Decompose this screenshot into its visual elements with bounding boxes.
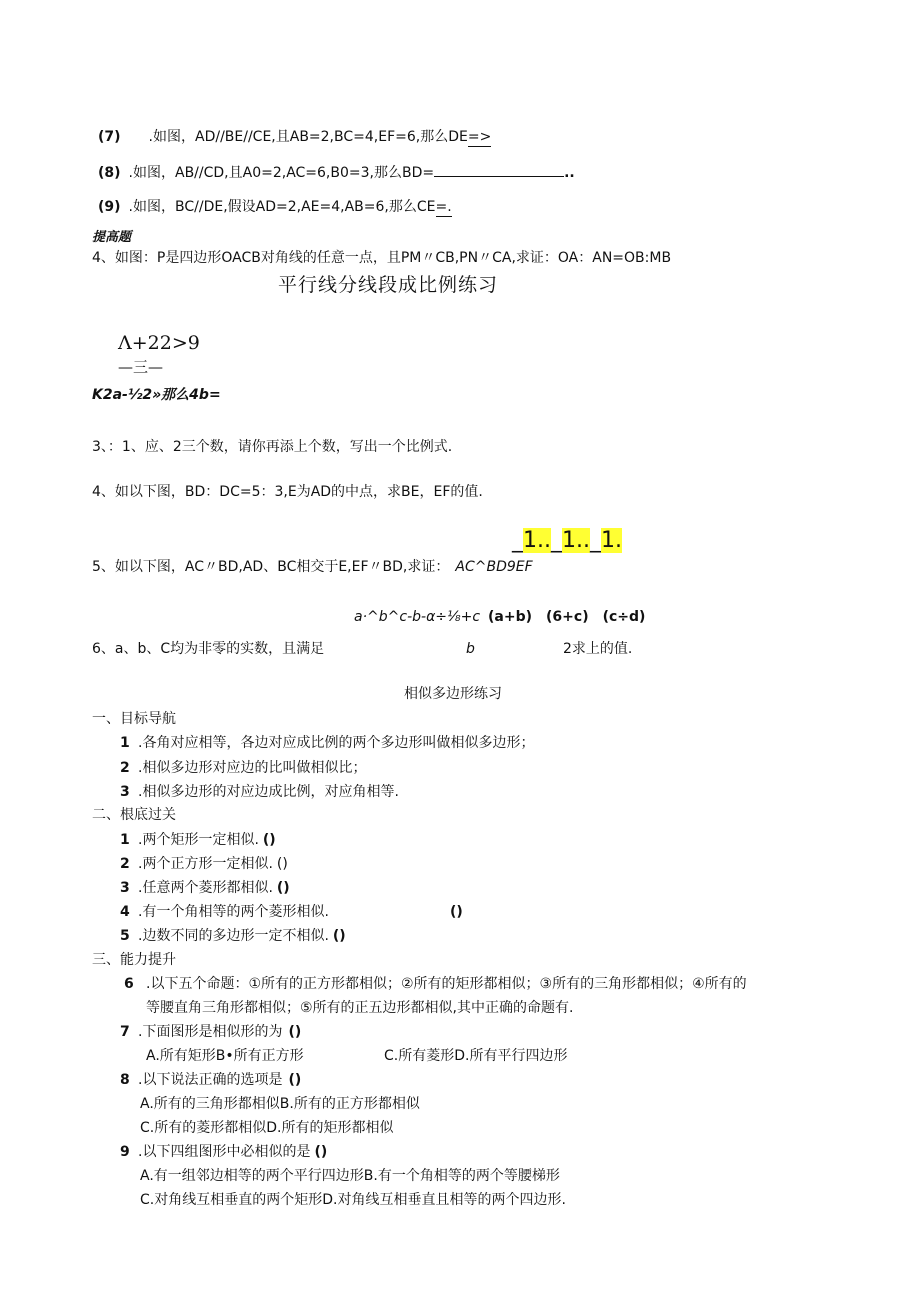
question-text: .如图，BC//DE,假设AD=2,AE=4,AB=6,那么CE [128,199,436,215]
question-9-options-1: A.有一组邻边相等的两个平行四边形B.有一个角相等的两个等腰梯形 [140,1168,560,1184]
question-6-formula [354,608,645,626]
question-7 [98,128,491,147]
heading-goals: 一、目标导航 [92,711,176,727]
advanced-question-4: 4、如图：P是四边形OACB对角线的任意一点，且PM〃CB,PN〃CA,求证：OA：AN=OB:MB [92,250,672,266]
question-8-options-2: C.所有的菱形都相似D.所有的矩形都相似 [140,1120,394,1136]
formula-part-b: (a+b) (6+c) (c÷d) [488,609,646,625]
answer-blank [434,162,564,177]
question-formula: AC^BD9EF [455,559,533,575]
basic-item: 2 .两个正方形一定相似. () [120,856,288,872]
question-number: (8) [98,165,121,181]
question-text: .如图，AD//BE//CE,且AB=2,BC=4,EF=6,那么DE [148,129,468,145]
basic-item: 1 .两个矩形一定相似. () [120,832,276,848]
basic-item: 3 .任意两个菱形都相似. () [120,880,290,896]
section-title-parallel: 平行线分线段成比例练习 [278,274,499,296]
ability-question-6: 6 .以下五个命题：①所有的正方形都相似；②所有的矩形都相似；③所有的三角形都相似；④所有的 [124,976,747,992]
question-7-option-a: A.所有矩形B•所有正方形 [146,1048,304,1064]
section-title-similar: 相似多边形练习 [404,686,502,702]
question-7-option-c: C.所有菱形D.所有平行四边形 [384,1048,568,1064]
question-number: (7) [98,129,121,145]
question-8-options-1: A.所有的三角形都相似B.所有的正方形都相似 [140,1096,420,1112]
goal-item: 1 .各角对应相等，各边对应成比例的两个多边形叫做相似多边形； [120,735,535,751]
question-9 [98,198,452,217]
ability-question-8: 8 .以下说法正确的选项是 () [120,1072,302,1088]
heading-basics: 二、根底过关 [92,807,176,823]
question-9-options-2: C.对角线互相垂直的两个矩形D.对角线互相垂直且相等的两个四边形. [140,1192,566,1208]
basic-item: 5 .边数不同的多边形一定不相似. () [120,928,346,944]
question-6-right: 2求上的值. [563,641,633,657]
question-6-left: 6、a、b、C均为非零的实数，且满足 [92,641,325,657]
formula-part-a: a·^b^c-b-α÷⅛+c [354,609,481,625]
goal-item: 2 .相似多边形对应边的比叫做相似比； [120,760,367,776]
answer-blank: =. [435,199,452,215]
highlight-2: 1.. [561,528,590,553]
formula-line: K2a-½2»那么4b= [92,387,221,403]
question-6-b: b [466,641,475,657]
highlight-1: 1.. [523,528,551,553]
question-8 [98,162,575,182]
ability-question-6-cont: 等腰直角三角形都相似；⑤所有的正五边形都相似,其中正确的命题有. [146,1000,574,1016]
question-3: 3、：1、应、2三个数，请你再添上个数，写出一个比例式. [92,439,453,455]
goal-item: 3 .相似多边形的对应边成比例，对应角相等. [120,784,399,800]
question-tail: .. [564,165,575,181]
formula-dash: —三— [118,358,164,376]
heading-ability: 三、能力提升 [92,952,176,968]
question-text: .如图，AB//CD,且A0=2,AC=6,B0=3,那么BD= [128,165,435,181]
question-5 [92,558,533,576]
advanced-label: 提高题 [92,230,132,245]
answer-blank: => [467,129,492,145]
highlighted-fractions: _1.._1.._1. [512,528,622,553]
question-4: 4、如以下图，BD：DC=5：3,E为AD的中点，求BE，EF的值. [92,484,483,500]
question-number: (9) [98,199,121,215]
highlight-3: 1. [600,528,622,553]
formula-top: Λ+22>9 [118,332,200,354]
question-text: 5、如以下图，AC〃BD,AD、BC相交于E,EF〃BD,求证： [92,559,450,575]
ability-question-9: 9 .以下四组图形中必相似的是 () [120,1144,328,1160]
basic-item: 4 .有一个角相等的两个菱形相似. () [120,904,463,920]
ability-question-7: 7 .下面图形是相似形的为 () [120,1024,302,1040]
